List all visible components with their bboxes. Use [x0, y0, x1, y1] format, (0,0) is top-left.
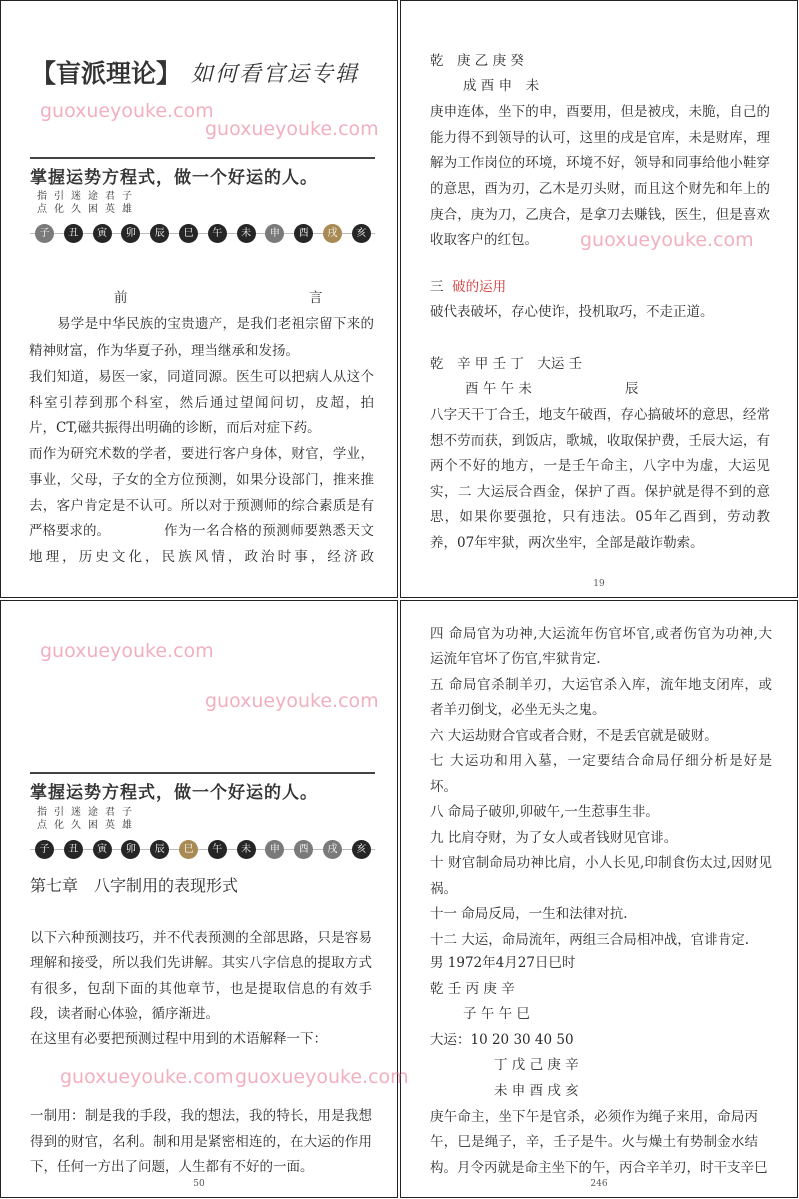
title-bracket: 【盲派理论】 — [31, 59, 182, 88]
watermark: guoxueyouke.com — [235, 1066, 409, 1088]
text-line: 得到的财官，名利。制和用是紧密相连的，在大运的作用 — [30, 1134, 372, 1150]
branch-circle: 亥 — [352, 224, 371, 243]
text-line: 八字天干丁合壬，地支午破酉，存心搞破坏的意思，经常 — [430, 407, 770, 423]
text-line: 九 比肩夺财，为了女人或者钱财见官诽。 — [430, 830, 678, 846]
branch-circle: 巳 — [179, 840, 198, 859]
text-line: 片，CT,磁共振得出明确的诊断，而后对症下药。 — [29, 420, 321, 436]
text-line: 八 命局子破卯,卯破午,一生惹事生非。 — [430, 804, 659, 820]
text-line: 四 命局官为功神,大运流年伤官坏官,或者伤官为功神,大 — [430, 626, 772, 642]
branch-circle: 申 — [265, 224, 284, 243]
text-line: 一制用：制是我的手段，我的想法，我的特长，用是我想 — [30, 1108, 372, 1124]
text-line: 破代表破坏，存心使诈，投机取巧，不走正道。 — [430, 304, 714, 320]
text-line: 实，二 大运辰合酉金，保护了酉。保护就是得不到的意 — [430, 484, 770, 500]
chapter-title: 第七章 八字制用的表现形式 — [30, 876, 239, 895]
branch-circle: 申 — [265, 840, 284, 859]
page-preface — [0, 0, 398, 598]
text-line: 养，07年牢狱，两次坐牢，全部是敲诈勒索。 — [430, 535, 704, 551]
text-line: 下，任何一方出了问题，人生都有不好的一面。 — [30, 1159, 314, 1175]
divider — [30, 157, 375, 159]
heading-right: 言 — [309, 290, 323, 306]
branch-circle: 辰 — [150, 224, 169, 243]
watermark: guoxueyouke.com — [40, 640, 214, 662]
text-line: 而作为研究术数的学者，要进行客户身体，财官，学业， — [29, 446, 374, 462]
text-line: 七 大运功和用入墓，一定要结合命局仔细分析是好是 — [430, 753, 772, 769]
motto-row-1: 指引迷途君子 — [37, 807, 139, 818]
page-19 — [400, 0, 798, 598]
text-line: 两个不好的地方，一是壬午命主，八字中为虚，大运见 — [430, 458, 770, 474]
text-line: 我们知道，易医一家，同道同源。医生可以把病人从这个 — [29, 369, 374, 385]
text-line: 的意思，酉为刃，乙木是刃头财，而且这个财先和年上的 — [430, 181, 770, 197]
watermark: guoxueyouke.com — [60, 1066, 234, 1088]
branch-circle: 丑 — [64, 224, 83, 243]
text-line: 子 午 午 巳 — [463, 1006, 530, 1022]
branch-circle: 戌 — [323, 840, 342, 859]
branch-circle: 亥 — [352, 840, 371, 859]
motto-row-1: 指引迷途君子 — [37, 191, 139, 202]
section-title: 破的运用 — [452, 279, 507, 295]
text-line: 坏。 — [430, 779, 457, 795]
luck-branch: 辰 — [625, 381, 639, 397]
motto-row-2: 点化久困英雄 — [37, 204, 139, 215]
text-line: 去，客户肯定是不认可。所以对于预测师的综合素质是有 — [29, 498, 374, 514]
chart-branches: 酉 午 午 未 — [465, 381, 532, 397]
text-line: 地理，历史文化，民族风情，政治时事，经济政 — [29, 549, 374, 565]
chart-stems: 乾 辛 甲 壬 丁 大运 壬 — [430, 356, 583, 372]
branch-circle: 卯 — [121, 840, 140, 859]
branch-circle: 巳 — [179, 224, 198, 243]
text-line: 想不劳而获，到饭店，歌城，收取保护费，壬辰大运，有 — [430, 433, 770, 449]
text-line: 十二 大运，命局流年，两组三合局相冲战，官诽肯定. — [430, 932, 750, 948]
text-line: 理解和接受，所以我们先讲解。其实八字信息的提取方式 — [30, 955, 372, 971]
text-line: 十 财官制命局功神比肩，小人长见,印制食伤太过,因财见 — [430, 855, 772, 871]
page-number: 50 — [193, 1179, 205, 1189]
branch-circle: 辰 — [150, 840, 169, 859]
heading-left: 前 — [114, 290, 128, 306]
text-line: 事业，父母，子女的全方位预测，如果分设部门，推来推 — [29, 472, 374, 488]
text-line: 有很多，包刮下面的其他章节，也是提取信息的有效手 — [30, 981, 372, 997]
text-line: 十一 命局反局，一生和法律对抗. — [430, 906, 628, 922]
divider — [30, 772, 375, 774]
text-line: 运流年官坏了伤官,牢狱肯定. — [430, 651, 601, 667]
text-line: 午，巳是绳子，辛，壬子是牛。火与燥土有势制金水结 — [430, 1134, 758, 1150]
branch-circle: 未 — [237, 224, 256, 243]
text-line: 易学是中华民族的宝贵遗产，是我们老祖宗留下来的 — [57, 316, 374, 332]
watermark: guoxueyouke.com — [40, 100, 214, 122]
text-line: 以下六种预测技巧，并不代表预测的全部思路，只是容易 — [30, 930, 372, 946]
text-line: 未 申 酉 戌 亥 — [494, 1083, 579, 1099]
branch-circle: 子 — [35, 840, 54, 859]
text-line: 严格要求的。 — [29, 523, 110, 539]
text-line: 作为一名合格的预测师要熟悉天文 — [164, 523, 374, 539]
text-line: 六 大运劫财合官或者合财，不是丢官就是破财。 — [430, 728, 718, 744]
page-number: 246 — [590, 1179, 608, 1189]
text-line: 祸。 — [430, 881, 457, 897]
text-line: 乾 壬 丙 庚 辛 — [430, 981, 515, 997]
branch-circle: 午 — [208, 840, 227, 859]
text-line: 思，如果你要强抢，只有违法。05年乙酉到，劳动教 — [430, 509, 770, 525]
text-line: 科室引荐到那个科室，然后通过望闻问切，皮超，拍 — [29, 395, 374, 411]
slogan: 掌握运势方程式，做一个好运的人。 — [30, 783, 318, 803]
watermark: guoxueyouke.com — [205, 118, 379, 140]
branch-circle: 酉 — [294, 840, 313, 859]
branch-circle: 寅 — [93, 224, 112, 243]
section-heading — [430, 277, 506, 297]
section-number: 三 — [430, 279, 444, 295]
text-line: 丁 戊 己 庚 辛 — [494, 1057, 579, 1073]
text-line: 男 1972年4月27日巳时 — [430, 955, 576, 971]
motto-row-2: 点化久困英雄 — [37, 820, 139, 831]
branch-circle: 酉 — [294, 224, 313, 243]
watermark: guoxueyouke.com — [205, 690, 379, 712]
slogan: 掌握运势方程式，做一个好运的人。 — [30, 168, 318, 188]
watermark: guoxueyouke.com — [580, 229, 754, 251]
text-line: 大运：10 20 30 40 50 — [430, 1032, 574, 1048]
text-line: 庚合，庚为刀，乙庚合，是拿刀去赚钱，医生，但是喜欢 — [430, 207, 770, 223]
branch-circle: 戌 — [323, 224, 342, 243]
text-line: 庚午命主，坐下午是官杀，必须作为绳子来用，命局丙 — [430, 1109, 758, 1125]
page-number: 19 — [593, 579, 605, 589]
text-line: 五 命局官杀制羊刃，大运官杀入库，流年地支闭库，或 — [430, 677, 772, 693]
chart-stems: 乾 庚 乙 庚 癸 — [430, 53, 524, 69]
text-line: 解为工作岗位的环境，环境不好，领导和同事给他小鞋穿 — [430, 155, 770, 171]
text-line: 庚申连体，坐下的申，酉要用，但是被戌，未脆，自己的 — [430, 104, 770, 120]
branch-circle: 丑 — [64, 840, 83, 859]
branch-circle: 午 — [208, 224, 227, 243]
text-line: 段，读者耐心体验，循序渐进。 — [30, 1006, 219, 1022]
branch-circle: 卯 — [121, 224, 140, 243]
text-line: 能力得不到领导的认可，这里的戌是官库，未是财库，理 — [430, 130, 770, 146]
page-246 — [400, 600, 798, 1198]
branch-circle: 未 — [237, 840, 256, 859]
text-line: 者羊刃倒戈，必坐无头之鬼。 — [430, 702, 606, 718]
branch-circle: 寅 — [93, 840, 112, 859]
text-line: 精神财富，作为华夏子孙，理当继承和发扬。 — [29, 343, 299, 359]
page-50 — [0, 600, 398, 1198]
chart-branches: 成 酉 申 未 — [463, 78, 540, 94]
text-line: 在这里有必要把预测过程中用到的术语解释一下： — [30, 1031, 327, 1047]
title-calligraphy: 如何看官运专辑 — [191, 62, 360, 87]
branch-circle: 子 — [35, 224, 54, 243]
text-line: 构。月令丙就是命主坐下的午，丙合辛羊刃，时干支辛巳 — [430, 1160, 768, 1176]
text-line: 收取客户的红包。 — [430, 232, 538, 248]
